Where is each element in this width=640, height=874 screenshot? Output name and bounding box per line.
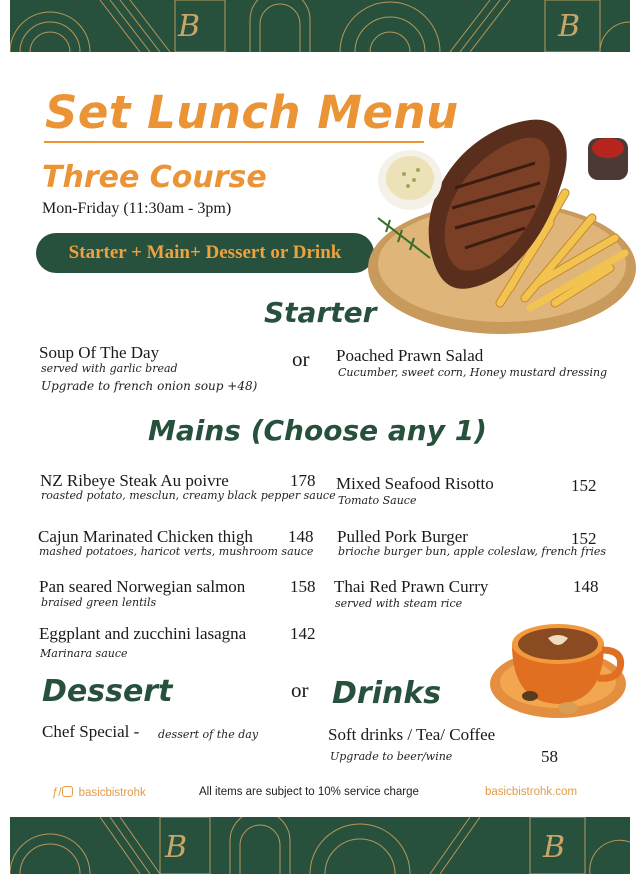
main-item-curry-price: 148	[573, 577, 599, 596]
facebook-icon[interactable]: ƒ	[52, 787, 59, 799]
main-item-chicken-desc: mashed potatoes, haricot verts, mushroom sauce	[39, 545, 314, 558]
coffee-cup-illustration	[488, 604, 636, 722]
bottom-decorative-band	[10, 817, 630, 874]
combo-banner	[36, 233, 374, 273]
main-item-chicken-price: 148	[288, 527, 314, 546]
main-item-lasagna-name: Eggplant and zucchini lasagna	[39, 624, 247, 643]
service-charge-note: All items are subject to 10% service charge	[199, 786, 419, 798]
main-item-risotto-desc: Tomato Sauce	[338, 494, 417, 507]
main-item-salmon-price: 158	[290, 577, 316, 596]
starter-heading: Starter	[264, 296, 377, 329]
main-item-lasagna-price: 142	[290, 624, 316, 643]
dessert-heading: Dessert	[42, 674, 173, 709]
main-item-curry-name: Thai Red Prawn Curry	[334, 577, 489, 596]
dessert-item-name: Chef Special -	[42, 722, 140, 741]
instagram-icon[interactable]	[62, 786, 73, 797]
main-item-curry-desc: served with steam rice	[335, 597, 463, 610]
main-item-salmon-desc: braised green lentils	[41, 596, 157, 609]
starter-or: or	[292, 347, 310, 371]
starter-item-prawn-salad-name: Poached Prawn Salad	[336, 346, 484, 365]
dessert-item-desc: dessert of the day	[158, 728, 259, 741]
starter-item-soup-upgrade: Upgrade to french onion soup +48)	[41, 379, 258, 393]
drinks-heading: Drinks	[332, 676, 442, 711]
svg-text:B: B	[178, 9, 201, 44]
main-item-risotto-name: Mixed Seafood Risotto	[336, 474, 494, 493]
combo-text: Starter + Main+ Dessert or Drink	[68, 242, 342, 263]
main-item-burger-desc: brioche burger bun, apple coleslaw, french fries	[338, 545, 607, 558]
drinks-upgrade-price: 58	[541, 747, 558, 766]
svg-text:B: B	[165, 830, 188, 865]
main-item-salmon-name: Pan seared Norwegian salmon	[39, 577, 246, 596]
menu-subtitle: Three Course	[42, 160, 267, 195]
main-item-ribeye-name: NZ Ribeye Steak Au poivre	[40, 471, 229, 490]
svg-text:B: B	[543, 830, 566, 865]
website-link[interactable]: basicbistrohk.com	[485, 786, 578, 798]
opening-hours: Mon-Friday (11:30am - 3pm)	[42, 200, 232, 217]
starter-item-soup-desc: served with garlic bread	[41, 362, 178, 375]
main-item-ribeye-desc: roasted potato, mesclun, creamy black pepper sauce	[41, 489, 336, 502]
main-item-risotto-price: 152	[571, 476, 597, 495]
drinks-item-name: Soft drinks / Tea/ Coffee	[328, 725, 496, 744]
starter-item-prawn-salad-desc: Cucumber, sweet corn, Honey mustard dressing	[338, 366, 608, 379]
drinks-upgrade-note: Upgrade to beer/wine	[330, 750, 453, 763]
social-handle-text: basicbistrohk	[78, 787, 146, 799]
dessert-drinks-or: or	[291, 678, 309, 702]
mains-heading: Mains (Choose any 1)	[148, 414, 487, 447]
main-item-chicken-name: Cajun Marinated Chicken thigh	[38, 527, 253, 546]
social-handle[interactable]: ƒ/ basicbistrohk	[52, 787, 146, 799]
menu-title: Set Lunch Menu	[45, 86, 459, 139]
main-item-burger-name: Pulled Pork Burger	[337, 527, 468, 546]
main-item-ribeye-price: 178	[290, 471, 316, 490]
main-item-burger-price: 152	[571, 529, 597, 548]
main-item-lasagna-desc: Marinara sauce	[40, 647, 128, 660]
steak-fries-illustration	[360, 108, 636, 340]
starter-item-soup-name: Soup Of The Day	[39, 343, 160, 362]
svg-text:B: B	[558, 9, 581, 44]
top-decorative-band	[10, 0, 630, 52]
